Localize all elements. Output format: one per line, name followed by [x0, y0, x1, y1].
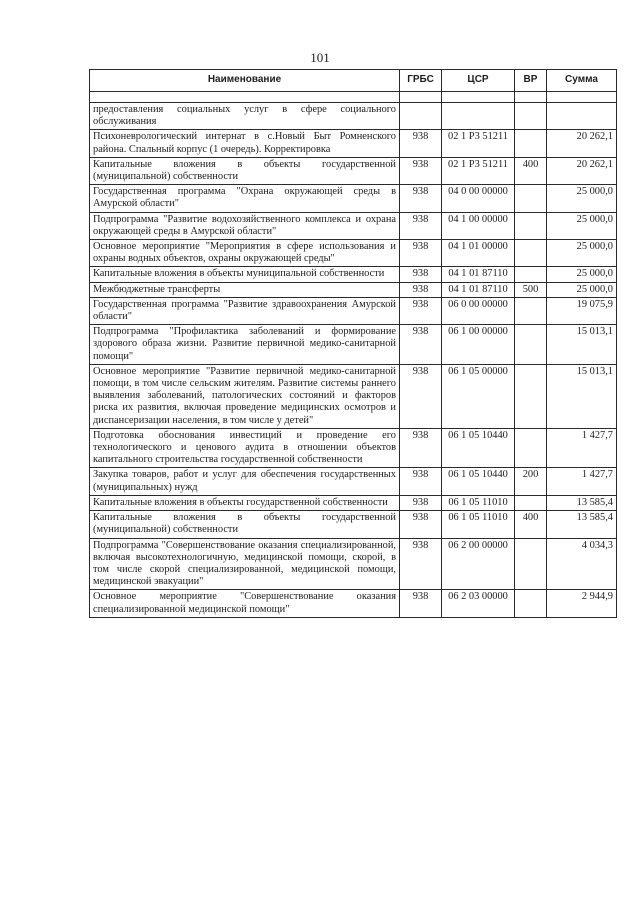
row-name: Основное мероприятие "Мероприятия в сфере использования и охраны водных объектов, охраны окружающей среды": [90, 240, 400, 267]
row-vr: 400: [515, 511, 547, 538]
row-vr: [515, 495, 547, 510]
row-vr: 400: [515, 157, 547, 184]
row-name: Капитальные вложения в объекты государственной (муниципальной) собственности: [90, 157, 400, 184]
row-vr: [515, 212, 547, 239]
row-grbs: [400, 103, 442, 130]
row-sum: 13 585,4: [547, 511, 617, 538]
header-sum: Сумма: [547, 70, 617, 92]
row-name: Капитальные вложения в объекты муниципальной собственности: [90, 267, 400, 282]
row-grbs: 938: [400, 325, 442, 365]
header-csr: ЦСР: [442, 70, 515, 92]
header-vr: ВР: [515, 70, 547, 92]
page-number: 101: [310, 50, 330, 65]
row-vr: [515, 364, 547, 428]
row-sum: 25 000,0: [547, 282, 617, 297]
row-name: Государственная программа "Охрана окружающей среды в Амурской области": [90, 185, 400, 212]
row-csr: 04 1 01 87110: [442, 267, 515, 282]
row-csr: 04 1 01 00000: [442, 240, 515, 267]
row-csr: 06 1 05 00000: [442, 364, 515, 428]
table-row: [90, 212, 617, 239]
row-csr: 04 1 00 00000: [442, 212, 515, 239]
row-csr: 06 1 05 10440: [442, 428, 515, 468]
table-row: [90, 511, 617, 538]
table-row: [90, 428, 617, 468]
row-grbs: 938: [400, 185, 442, 212]
row-sum: 20 262,1: [547, 130, 617, 157]
row-sum: 13 585,4: [547, 495, 617, 510]
row-sum: 15 013,1: [547, 325, 617, 365]
budget-table: [89, 69, 617, 618]
row-vr: 200: [515, 468, 547, 495]
row-name: Государственная программа "Развитие здравоохранения Амурской области": [90, 297, 400, 324]
row-vr: [515, 428, 547, 468]
row-sum: 15 013,1: [547, 364, 617, 428]
row-grbs: 938: [400, 240, 442, 267]
row-sum: 25 000,0: [547, 212, 617, 239]
row-vr: [515, 240, 547, 267]
table-body: [90, 92, 617, 618]
spacer-cell: [547, 92, 617, 103]
spacer-row: [90, 92, 617, 103]
row-vr: [515, 130, 547, 157]
row-grbs: 938: [400, 267, 442, 282]
row-csr: 04 1 01 87110: [442, 282, 515, 297]
spacer-cell: [400, 92, 442, 103]
row-csr: 06 1 05 11010: [442, 495, 515, 510]
row-name: Основное мероприятие "Совершенствование оказания специализированной медицинской помощи": [90, 590, 400, 617]
row-sum: 25 000,0: [547, 185, 617, 212]
header-name: Наименование: [90, 70, 400, 92]
table-row: [90, 325, 617, 365]
row-vr: [515, 325, 547, 365]
row-name: Подпрограмма "Профилактика заболеваний и формирование здорового образа жизни. Развитие первичной медико-санитарной помощи": [90, 325, 400, 365]
row-csr: 06 2 00 00000: [442, 538, 515, 590]
row-vr: [515, 297, 547, 324]
row-sum: 25 000,0: [547, 267, 617, 282]
row-csr: 06 1 05 10440: [442, 468, 515, 495]
header-grbs: ГРБС: [400, 70, 442, 92]
table-row: [90, 157, 617, 184]
row-name: Подпрограмма "Совершенствование оказания специализированной, включая высокотехнологичную, медицинской помощи, скорой, в том числе скорой специализированной, медицинской помощи, медицинской эвакуации": [90, 538, 400, 590]
spacer-cell: [515, 92, 547, 103]
table-header-row: [90, 70, 617, 92]
table-row: [90, 240, 617, 267]
row-csr: 02 1 P3 51211: [442, 130, 515, 157]
table-row: [90, 538, 617, 590]
row-grbs: 938: [400, 212, 442, 239]
row-grbs: 938: [400, 538, 442, 590]
row-name: Капитальные вложения в объекты государственной (муниципальной) собственности: [90, 511, 400, 538]
row-vr: 500: [515, 282, 547, 297]
row-grbs: 938: [400, 468, 442, 495]
row-csr: 06 0 00 00000: [442, 297, 515, 324]
table-row: [90, 130, 617, 157]
row-grbs: 938: [400, 590, 442, 617]
row-sum: 1 427,7: [547, 428, 617, 468]
row-grbs: 938: [400, 282, 442, 297]
row-grbs: 938: [400, 495, 442, 510]
row-name: Межбюджетные трансферты: [90, 282, 400, 297]
row-name: Подпрограмма "Развитие водохозяйственного комплекса и охрана окружающей среды в Амурской области": [90, 212, 400, 239]
table-row: [90, 103, 617, 130]
row-sum: 20 262,1: [547, 157, 617, 184]
row-vr: [515, 103, 547, 130]
row-sum: 2 944,9: [547, 590, 617, 617]
spacer-cell: [442, 92, 515, 103]
row-grbs: 938: [400, 297, 442, 324]
table-row: [90, 364, 617, 428]
row-csr: 02 1 P3 51211: [442, 157, 515, 184]
table-row: [90, 495, 617, 510]
row-csr: 06 1 05 11010: [442, 511, 515, 538]
table-row: [90, 297, 617, 324]
row-sum: 4 034,3: [547, 538, 617, 590]
row-vr: [515, 185, 547, 212]
row-csr: [442, 103, 515, 130]
table-row: [90, 468, 617, 495]
row-name: Подготовка обоснования инвестиций и проведение его технологического и ценового аудита в отношении объектов капитального строительства государственной собственности: [90, 428, 400, 468]
row-vr: [515, 538, 547, 590]
row-name: Закупка товаров, работ и услуг для обеспечения государственных (муниципальных) нужд: [90, 468, 400, 495]
row-sum: 1 427,7: [547, 468, 617, 495]
table-row: [90, 267, 617, 282]
row-grbs: 938: [400, 157, 442, 184]
row-grbs: 938: [400, 511, 442, 538]
row-name: Капитальные вложения в объекты государственной собственности: [90, 495, 400, 510]
row-name: предоставления социальных услуг в сфере социального обслуживания: [90, 103, 400, 130]
table-row: [90, 282, 617, 297]
row-sum: 19 075,9: [547, 297, 617, 324]
table-row: [90, 590, 617, 617]
row-grbs: 938: [400, 428, 442, 468]
row-csr: 04 0 00 00000: [442, 185, 515, 212]
row-name: Психоневрологический интернат в с.Новый Быт Ромненского района. Спальный корпус (1 очередь). Корректировка: [90, 130, 400, 157]
row-csr: 06 2 03 00000: [442, 590, 515, 617]
row-sum: [547, 103, 617, 130]
spacer-cell: [90, 92, 400, 103]
row-vr: [515, 267, 547, 282]
row-grbs: 938: [400, 130, 442, 157]
row-vr: [515, 590, 547, 617]
row-csr: 06 1 00 00000: [442, 325, 515, 365]
row-sum: 25 000,0: [547, 240, 617, 267]
table-row: [90, 185, 617, 212]
row-name: Основное мероприятие "Развитие первичной медико-санитарной помощи, в том числе сельским жителям. Развитие системы раннего выявления заболеваний, патологических состояний и факторов риска их развития, включая проведение медицинских осмотров и диспансеризации населения, в том числе у детей": [90, 364, 400, 428]
row-grbs: 938: [400, 364, 442, 428]
